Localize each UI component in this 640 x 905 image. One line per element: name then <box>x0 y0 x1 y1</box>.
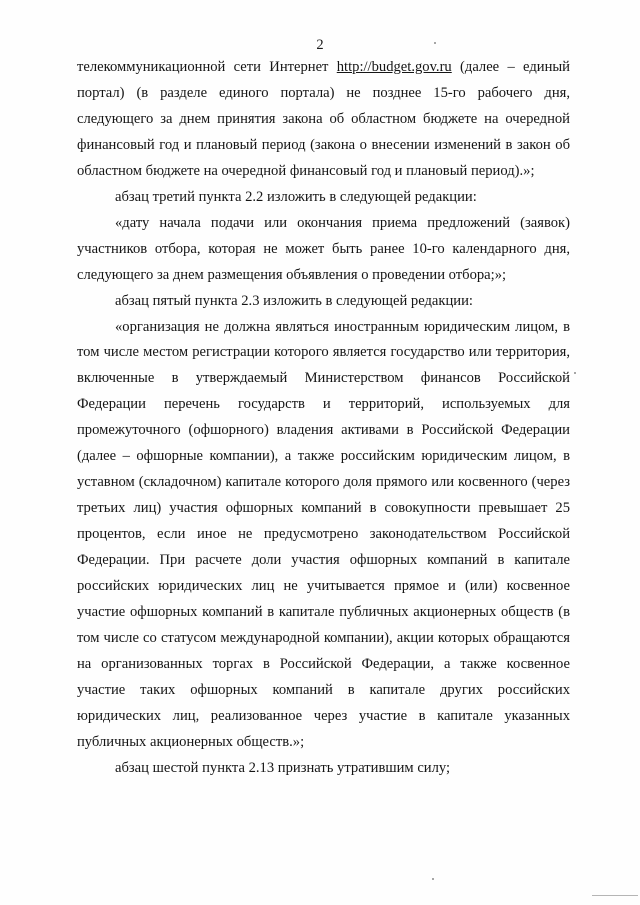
document-body <box>77 55 570 782</box>
scan-speck <box>574 372 576 374</box>
paragraph-amend-2-2: абзац третий пункта 2.2 изложить в следующей редакции: <box>115 188 477 205</box>
paragraph-quote-2-3: «организация не должна являться иностранным юридическим лицом, в том числе местом регистрации которого является государство или территория, включенные в утверждаемый Министерством финансов Российской Федерации перечень государств и территорий, используемых для промежуточного (офшорного) владения активами в Российской Федерации (далее – офшорные компании), а также российским юридическим лицом, в уставном (складочном) капитале которого доля прямого или косвенного (через третьих лиц) участия офшорных компаний в совокупности превышает 25 процентов, если иное не предусмотрено законодательством Российской Федерации. При расчете доли участия офшорных компаний в капитале российских юридических лиц не учитывается прямое и (или) косвенное участие офшорных компаний в капитале публичных акционерных обществ (в том числе со статусом международной компании), акции которых обращаются на организованных торгах в Российской Федерации, а также косвенное участие таких офшорных компаний в капитале других российских юридических лиц, реализованное через участие в капитале указанных публичных акционерных обществ.»; <box>77 318 570 750</box>
scan-speck <box>434 42 436 44</box>
paragraph-amend-2-3: абзац пятый пункта 2.3 изложить в следующей редакции: <box>115 292 473 309</box>
paragraph-quote-2-2: «дату начала подачи или окончания приема предложений (заявок) участников отбора, которая не может быть ранее 10-го календарного дня, следующего за днем размещения объявления о проведении отбора;»; <box>77 214 570 283</box>
paragraph-portal-publication <box>77 55 570 185</box>
scan-speck <box>432 878 434 880</box>
page-number: 2 <box>316 37 324 53</box>
paragraph-repeal-2-13: абзац шестой пункта 2.13 признать утратившим силу; <box>115 759 451 776</box>
budget-portal-link[interactable]: http://budget.gov.ru <box>336 59 452 75</box>
paragraph-text-before-link: телекоммуникационной сети Интернет <box>77 59 337 75</box>
paragraph-text-after-link: (далее – единый портал) (в разделе единого портала) не позднее 15-го рабочего дня, следующего за днем принятия закона об областном бюджете на очередной финансовый год и плановый период (закона о внесении изменений в закон об областном бюджете на очередной финансовый год и плановый период).»; <box>77 59 570 179</box>
scan-edge-mark <box>592 895 638 896</box>
